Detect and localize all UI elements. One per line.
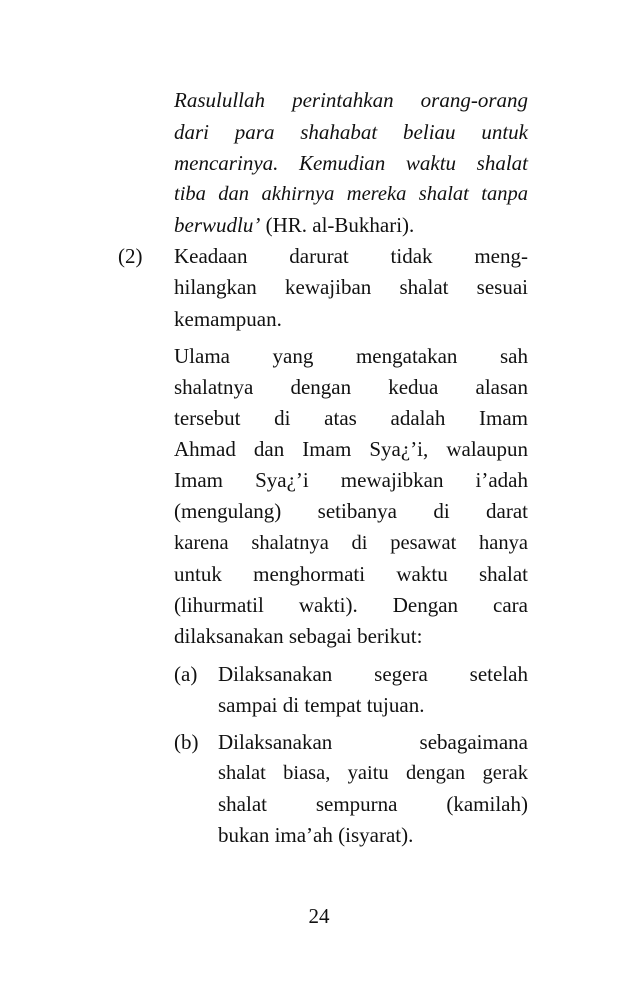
item-line: Dilaksanakan sebagaimana — [218, 730, 528, 754]
item-label: (b) — [174, 730, 199, 754]
point-number: (2) — [118, 244, 143, 268]
item-line: shalat biasa, yaitu dengan gerak — [218, 762, 528, 784]
quote-italic-word: berwudlu’ — [174, 213, 261, 237]
quote-line: dari para shahabat beliau untuk — [174, 120, 528, 144]
point-line: Keadaan darurat tidak meng- — [174, 244, 528, 268]
hadith-citation: (HR. al-Bukhari). — [260, 213, 415, 237]
paragraph-line: tersebut di atas adalah Imam — [174, 406, 528, 430]
quote-final-line — [174, 215, 414, 236]
paragraph-line-last: dilaksanakan sebagai berikut: — [174, 624, 423, 648]
point-line: hilangkan kewajiban shalat sesuai — [174, 275, 528, 299]
paragraph-line: shalatnya dengan kedua alasan — [174, 375, 528, 399]
paragraph-line: Ulama yang mengatakan sah — [174, 344, 528, 368]
paragraph-line: (lihurmatil wakti). Dengan cara — [174, 593, 528, 617]
paragraph-line: Imam Sya¿’i mewajibkan i’adah — [174, 468, 528, 492]
quote-line: Rasulullah perintahkan orang-orang — [174, 88, 528, 112]
paragraph-line: (mengulang) setibanya di darat — [174, 499, 528, 523]
paragraph-line: untuk menghormati waktu shalat — [174, 562, 528, 586]
item-line: Dilaksanakan segera setelah — [218, 662, 528, 686]
page-number: 24 — [308, 904, 330, 928]
item-label: (a) — [174, 662, 198, 686]
item-line: shalat sempurna (kamilah) — [218, 792, 528, 816]
paragraph-line: Ahmad dan Imam Sya¿’i, walaupun — [174, 437, 528, 461]
point-line-last: kemampuan. — [174, 307, 282, 331]
quote-line: mencarinya. Kemudian waktu shalat — [174, 151, 528, 175]
paragraph-line: karena shalatnya di pesawat hanya — [174, 532, 528, 554]
quote-line: tiba dan akhirnya mereka shalat tanpa — [174, 183, 528, 205]
item-line-last: bukan ima’ah (isyarat). — [218, 823, 414, 847]
item-line-last: sampai di tempat tujuan. — [218, 693, 425, 717]
